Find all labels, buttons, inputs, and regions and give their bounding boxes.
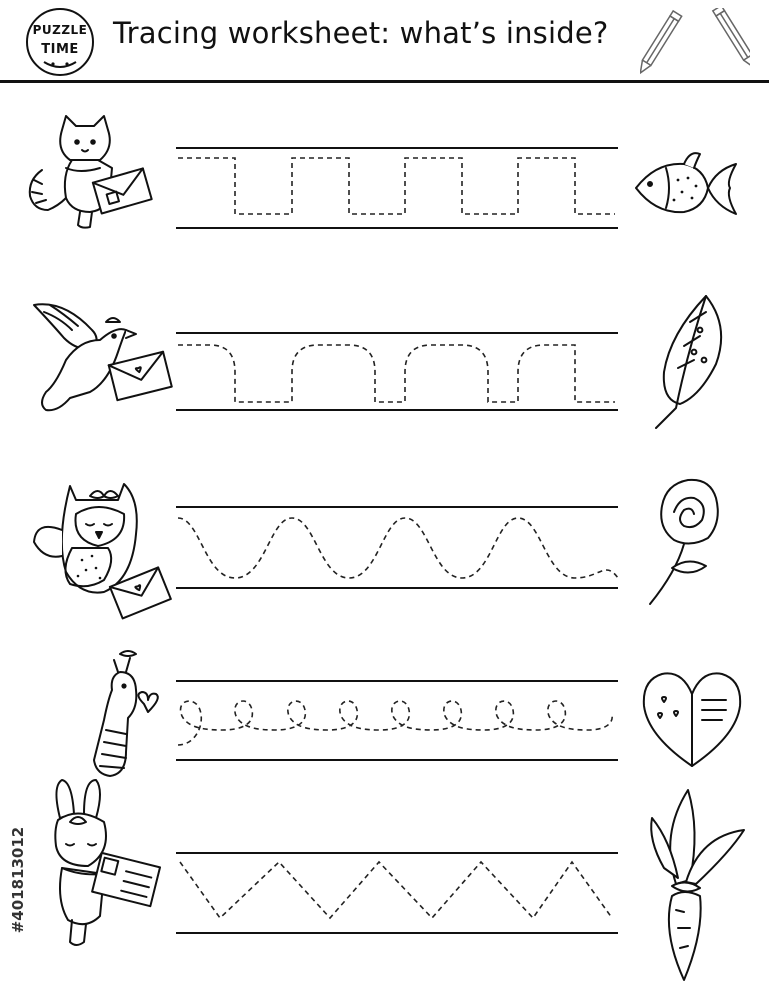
owl-with-envelope-icon — [34, 484, 171, 618]
row-4-trace-pattern — [178, 701, 612, 745]
cat-with-letter-icon — [30, 116, 152, 228]
rose-icon — [650, 480, 718, 604]
fish-icon — [636, 153, 736, 214]
row-5-trace-pattern — [180, 862, 612, 918]
bunny-with-postcard-icon — [55, 780, 160, 945]
row-3-trace-pattern — [178, 518, 618, 578]
carrot-icon — [651, 790, 744, 980]
heart-card-icon — [644, 673, 740, 766]
logo-line-1: PUZZLE — [32, 23, 88, 37]
page-title: Tracing worksheet: what’s inside? — [113, 16, 609, 50]
row-2-trace-pattern — [178, 345, 615, 402]
stock-image-id-text: #401813012 — [9, 826, 27, 934]
dove-with-envelope-icon — [34, 304, 172, 410]
feather-icon — [656, 296, 721, 428]
logo-line-2: TIME — [41, 42, 79, 57]
stock-image-id — [7, 770, 29, 990]
row-1-trace-pattern — [178, 158, 615, 214]
caterpillar-with-heart-icon — [94, 651, 158, 776]
